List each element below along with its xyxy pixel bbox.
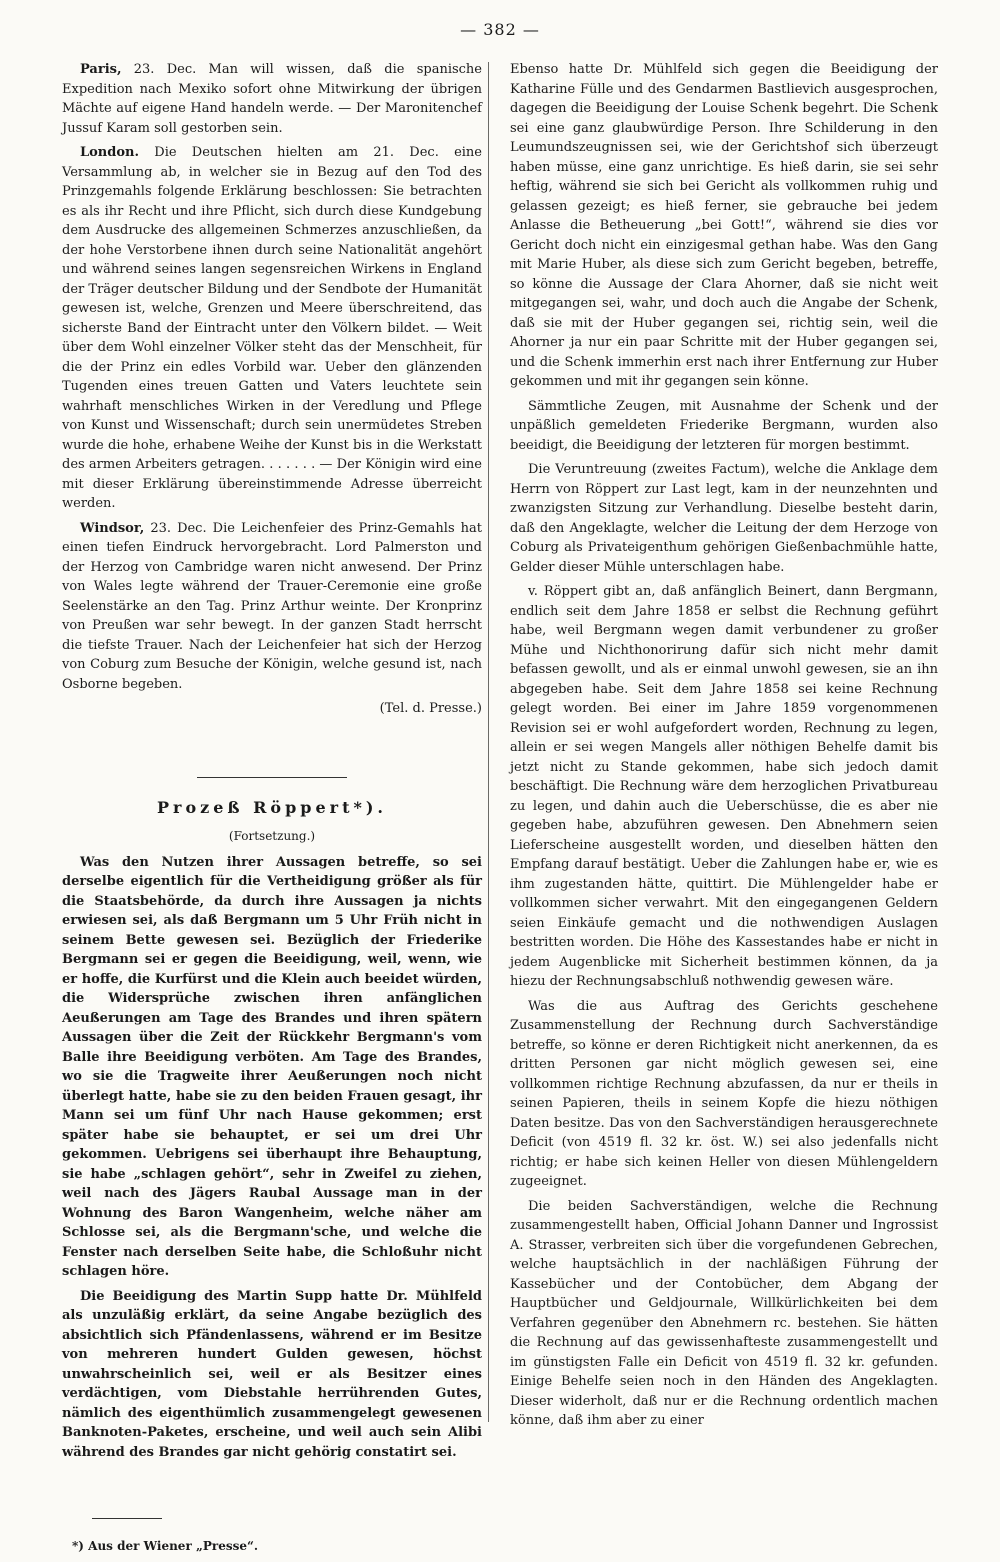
footnote-divider: [92, 1518, 162, 1519]
left-column: [62, 60, 482, 1562]
page-number: — 382 —: [460, 20, 540, 39]
dateline-paris: Paris,: [80, 62, 122, 77]
paragraph-testimony: Was den Nutzen ihrer Aussagen betreffe, so sei derselbe eigentlich für die Vertheidigung größer als für die Staatsbehörde, da durch ihre Aussagen ja nichts erwiesen sei, als daß Bergmann um 5 Uhr Früh nicht in seinem Bette gewesen sei. Bezüglich der Friederike Bergmann sei er gegen die Beeidigung, weil, wenn, wie er hoffe, die Kurfürst und die Klein auch beeidet würden, die Widersprüche zwischen ihren anfänglichen Aeußerungen am Tage des Brandes und ihren spätern Aussagen über die Zeit der Rückkehr Bergmann's vom Balle ihre Beeidigung verböten. Am Tage des Brandes, wo sie die Tragweite ihrer Aeußerungen noch nicht überlegt hatte, habe sie zu den beiden Frauen gesagt, ihr Mann sei um fünf Uhr nach Hause gekommen; erst später habe sie behauptet, er sei um drei Uhr gekommen. Uebrigens sei überhaupt ihre Behauptung, sie habe „schlagen gehört“, sehr in Zweifel zu ziehen, weil nach des Jägers Raubal Aussage man in der Wohnung des Baron Wangenheim, welche näher am Schlosse sei, als die Bergmann'sche, und welche die Fenster nach derselben Seite habe, die Schloßuhr nicht schlagen höre.: [62, 854, 482, 1279]
paragraph-witnesses: Sämmtliche Zeugen, mit Ausnahme der Schenk und der unpäßlich gemeldeten Friederike Bergmann, wurden also beeidigt, die Beeidigung der letzteren für morgen bestimmt.: [510, 398, 938, 453]
paragraph-windsor: [62, 519, 482, 695]
dateline-london: London.: [80, 145, 140, 160]
paragraph-text: Die Deutschen hielten am 21. Dec. eine Versammlung ab, in welcher sie in Bezug auf den Tod des Prinzgemahls folgende Erklärung beschlossen: Sie betrachten es als ihr Recht und ihre Pflicht, sich durch diese Kundgebung dem Ausdrucke des allgemeinen Schmerzes anzuschließen, da der hohe Verstorbene ihnen durch seine Nationalität angehört und während seines langen segensreichen Wirkens in England der Träger deutscher Bildung und der Sendbote der Humanität gewesen ist, welche, Grenzen und Meere überschreitend, das sicherste Band der Eintracht unter den Völkern bildet. — Weit über dem Wohl einzelner Völker steht das der Menschheit, für die der Prinz ein edles Vorbild war. Ueber den glänzenden Tugenden eines treuen Gatten und Vaters leuchtete sein wahrhaft menschliches Wirken in der Veredlung und Pflege von Kunst und Wissenschaft; durch sein unermüdetes Streben wurde die hohe, erhabene Weihe der Kunst bis in die Werkstatt des armen Arbeiters getragen. . . . . . . — Der Königin wird eine mit dieser Erklärung übereinstimmende Adresse überreicht werden.: [62, 145, 482, 511]
paragraph-experts-assessment: Was die aus Auftrag des Gerichts geschehene Zusammenstellung der Rechnung durch Sachverständige betreffe, so könne er deren Richtigkeit nicht anerkennen, da es dritten Personen gar nicht möglich gewesen sei, eine vollkommen richtige Rechnung abzufassen, da nur er theils in seinen Papieren, theils in seinem Kopfe die hiezu nöthigen Daten besitze. Das von den Sachverständigen herausgerechnete Deficit (von 4519 fl. 32 kr. öst. W.) sei also jedenfalls nicht richtig; er habe sich keinen Heller von diesen Mühlengeldern zugeeignet.: [510, 998, 938, 1189]
paragraph-london: [62, 143, 482, 514]
right-column: [510, 60, 938, 1436]
paragraph-paris: [62, 60, 482, 138]
paragraph-embezzlement: Die Veruntreuung (zweites Factum), welche die Anklage dem Herrn von Röppert zur Last legt, kam in der neunzehnten und zwanzigsten Sitzung zur Verhandlung. Dieselbe besteht darin, daß den Angeklagte, welcher die Leitung der dem Herzoge von Coburg als Privateigenthum gehörigen Gießenbachmühle hatte, Gelder dieser Mühle unterschlagen habe.: [510, 462, 938, 575]
paragraph-experts: Die beiden Sachverständigen, welche die Rechnung zusammengestellt haben, Official Johann Danner und Ingrossist A. Strasser, verbreiten sich über die vorgefundenen Gebrechen, welche hauptsächlich in der nachläßigen Führung der Kassebücher und der Contobücher, dem Abgang der Hauptbücher und Geldjournale, Willkürlichkeiten bei dem Verfahren gegenüber den Abnehmern rc. bestehen. Sie hätten die Rechnung auf das gewissenhafteste zusammengestellt und im günstigsten Falle ein Deficit von 4519 fl. 32 kr. gefunden. Einige Behelfe seien noch in den Händen des Angeklagten. Dieser widerholt, daß nur er die Rechnung ordentlich machen könne, daß ihm aber zu einer: [510, 1198, 938, 1428]
paragraph-supp: Die Beeidigung des Martin Supp hatte Dr. Mühlfeld als unzuläßig erklärt, da seine Angabe bezüglich des absichtlich sich Pfändenlassens, während er im Besitze von mehreren hundert Gulden gewesen, höchst unwahrscheinlich sei, weil er als Besitzer eines verdächtigen, vom Diebstahle herrührenden Gutes, nämlich des eigenthümlich zusammengelegt gewesenen Banknoten-Paketes, erscheine, und weil auch sein Alibi während des Brandes gar nicht gehörig constatirt sei.: [62, 1288, 482, 1460]
paragraph-text: 23. Dec. Man will wissen, daß die spanische Expedition nach Mexiko sofort ohne Mitwirkung der übrigen Mächte auf eigene Hand handeln werde. — Der Maronitenchef Jussuf Karam soll gestorben sein.: [62, 62, 482, 136]
column-divider: [488, 62, 489, 1422]
source-line: (Tel. d. Presse.): [379, 701, 482, 716]
section-title: Prozeß Röppert*).: [157, 797, 387, 817]
paragraph-roeppert-statement: v. Röppert gibt an, daß anfänglich Beinert, dann Bergmann, endlich seit dem Jahre 1858 er selbst die Rechnung geführt habe, weil Bergmann wegen damit verbundener zu großer Mühe und Nichthonorirung dafür sich nicht mehr damit befassen gewollt, und als er einmal unwohl gewesen, sie an ihn abgegeben habe. Seit dem Jahre 1858 sei keine Rechnung gelegt worden. Bei einer im Jahre 1859 vorgenommenen Revision sei er wohl aufgefordert worden, Rechnung zu legen, allein er sei wegen Mangels aller nöthigen Behelfe damit bis jetzt nicht zu Stande gekommen, habe sich jedoch damit beschäftigt. Die Rechnung wäre dem herzoglichen Privatbureau zu legen, und dahin auch die Ueberschüsse, die es aber nie gegeben habe, abzuführen gewesen. Den Abnehmern seien Lieferscheine ausgestellt worden, und dieselben hätten den Empfang darauf bestätigt. Ueber die Zahlungen habe er, wie es ihm zugestanden hätte, quittirt. Die Mühlengelder habe er vollkommen sicher verwahrt. Mit den eingegangenen Geldern seien Einkäufe gemacht und die nothwendigen Auslagen bestritten worden. Die Höhe des Kassestandes habe er nicht in jedem Augenblicke mit Sicherheit bestimmen können, da ja hiezu der Rechnungsabschluß nothwendig gewesen wäre.: [510, 584, 938, 989]
paragraph-text: 23. Dec. Die Leichenfeier des Prinz-Gemahls hat einen tiefen Eindruck hervorgebracht. Lord Palmerston und der Herzog von Cambridge waren nicht anwesend. Der Prinz von Wales legte während der Trauer-Ceremonie eine große Seelenstärke an den Tag. Prinz Arthur weinte. Der Kronprinz von Preußen war sehr bewegt. In der ganzen Stadt herrscht die tiefste Trauer. Nach der Leichenfeier hat sich der Herzog von Coburg zum Besuche der Königin, welche gesund ist, nach Osborne begeben.: [62, 520, 483, 692]
paragraph-muehlfeld: Ebenso hatte Dr. Mühlfeld sich gegen die Beeidigung der Katharine Fülle und des Gendarmen Bastlievich ausgesprochen, dagegen die Beeidigung der Louise Schenk begehrt. Die Schenk sei eine ganz glaubwürdige Person. Ihre Schilderung in den Leumundszeugnissen sei, wie der Gerichtshof sich überzeugt haben müsse, eine ganz unrichtige. Es hieß darin, sie sei sehr heftig, während sie sich bei Gericht als vollkommen ruhig und gelassen gezeigt; es hieß ferner, sie gebrauche bei jedem Anlasse die Betheuerung „bei Gott!“, während sie dies vor Gericht doch nicht ein einzigesmal gethan habe. Was den Gang mit Marie Huber, als diese sich zum Gericht begeben, betreffe, so könne die Aussage der Clara Ahorner, daß sie nicht weit mitgegangen sei, wahr, und doch auch die Angabe der Schenk, daß sie mit der Huber gegangen sei, richtig sein, weil die Ahorner ja nur ein paar Schritte mit der Huber gegangen sei, und die Schenk immerhin erst nach ihrer Entfernung zur Huber gekommen und mit ihr gegangen sein könne.: [510, 62, 938, 389]
section-divider: [197, 777, 347, 778]
dateline-windsor: Windsor,: [80, 520, 145, 536]
footnote: *) Aus der Wiener „Presse“.: [72, 1539, 259, 1553]
section-subtitle: (Fortsetzung.): [228, 829, 316, 843]
